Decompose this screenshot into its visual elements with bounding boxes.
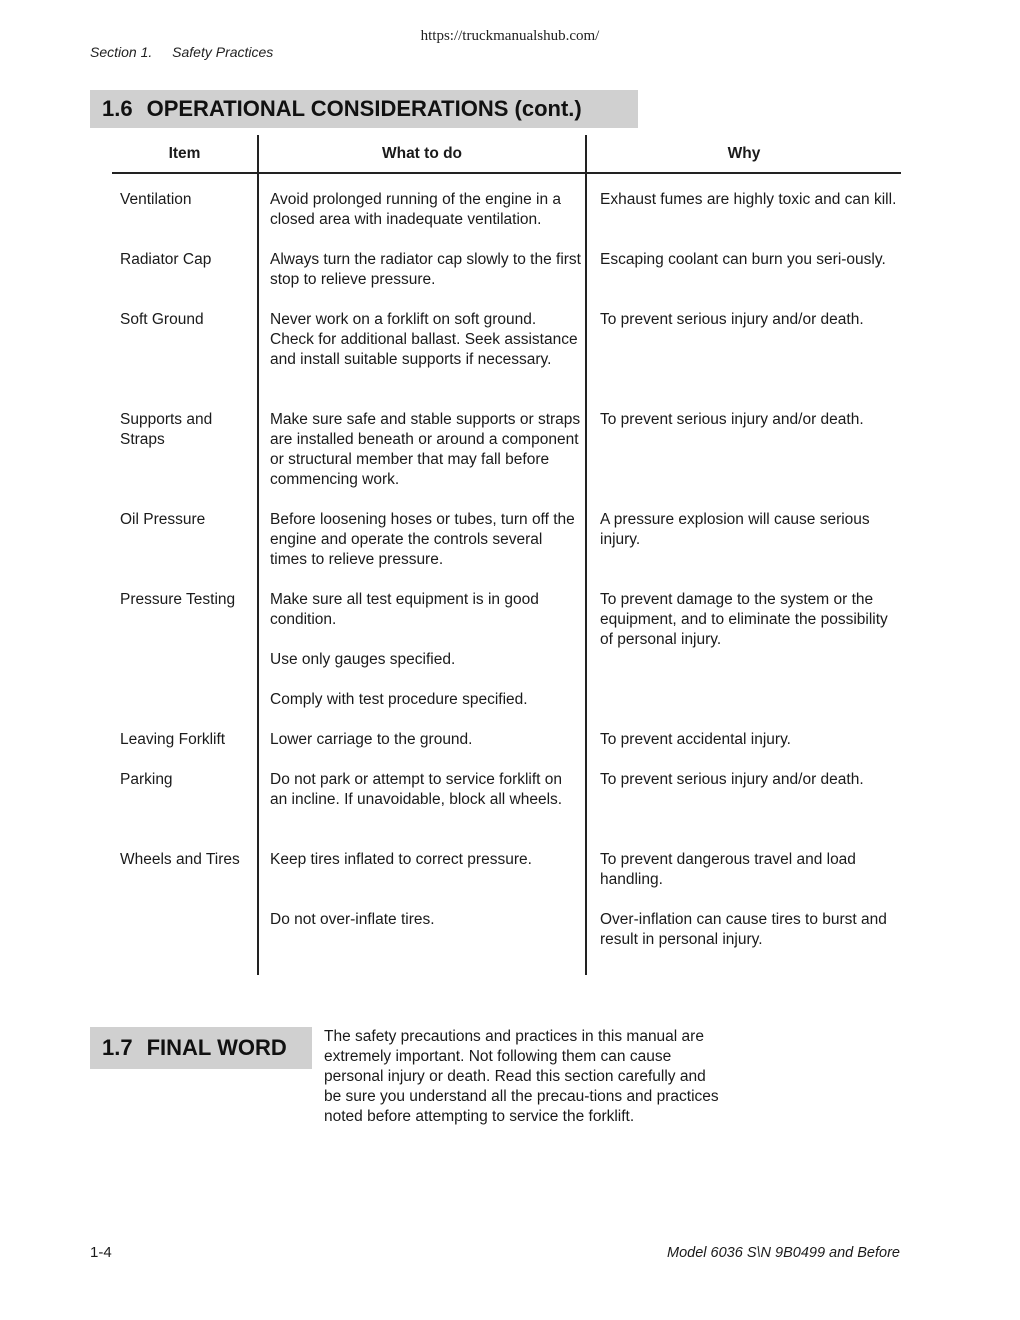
- table-cell-what: Never work on a forklift on soft ground. Check for additional ballast. Seek assistance and install suitable supports if necessary.: [270, 311, 578, 368]
- table-cell-item: Pressure Testing: [120, 591, 236, 608]
- table-cell-item: Supports and Straps: [120, 411, 213, 448]
- table-cell-what: Do not park or attempt to service forklift on an incline. If unavoidable, block all wheels.: [270, 771, 563, 808]
- table-cell-what: Comply with test procedure specified.: [270, 691, 528, 708]
- table-cell-why: To prevent serious injury and/or death.: [600, 311, 864, 328]
- table-cell-item: Oil Pressure: [120, 511, 206, 528]
- running-head: [90, 44, 273, 60]
- table-cell-what: Always turn the radiator cap slowly to the first stop to relieve pressure.: [270, 251, 581, 288]
- table-cell-why: A pressure explosion will cause serious injury.: [600, 511, 870, 548]
- column-header-why: Why: [727, 145, 761, 162]
- section-title: OPERATIONAL CONSIDERATIONS (cont.): [146, 96, 582, 121]
- table-cell-why: To prevent dangerous travel and load handling.: [600, 851, 856, 888]
- page-number: 1-4: [90, 1244, 112, 1261]
- table-cell-what: Avoid prolonged running of the engine in a closed area with inadequate ventilation.: [270, 191, 561, 228]
- table-cell-item: Leaving Forklift: [120, 731, 226, 748]
- table-cell-what: Do not over-inflate tires.: [270, 911, 435, 928]
- table-cell-why: Escaping coolant can burn you seri-ously.: [600, 251, 886, 268]
- section-number: 1.6: [102, 96, 133, 121]
- table-cell-item: Ventilation: [120, 191, 192, 208]
- running-head-section: Section 1.: [90, 44, 153, 60]
- model-footer: Model 6036 S\N 9B0499 and Before: [667, 1245, 900, 1261]
- source-url: https://truckmanualshub.com/: [420, 28, 600, 44]
- table-cell-what: Keep tires inflated to correct pressure.: [270, 851, 532, 868]
- table-cell-why: To prevent serious injury and/or death.: [600, 411, 864, 428]
- final-word-paragraph: The safety precautions and practices in this manual are extremely important. Not following them can cause personal injury or death. Read this section carefully and be sure you understand all the precau-tions and practices noted before attempting to service the forklift.: [324, 1028, 719, 1125]
- table-cell-why: To prevent serious injury and/or death.: [600, 771, 864, 788]
- section-heading-1-7: [90, 1027, 312, 1069]
- column-header-item: Item: [168, 145, 201, 162]
- table-cell-item: Radiator Cap: [120, 251, 212, 268]
- table-cell-what: Make sure safe and stable supports or straps are installed beneath or around a component or structural member that may fall before commencing work.: [270, 411, 581, 488]
- table-cell-why: Exhaust fumes are highly toxic and can kill.: [600, 191, 897, 208]
- table-cell-why: Over-inflation can cause tires to burst and result in personal injury.: [600, 911, 887, 948]
- table-cell-item: Soft Ground: [120, 311, 204, 328]
- table-cell-why: To prevent damage to the system or the equipment, and to eliminate the possibility of personal injury.: [600, 591, 888, 648]
- operational-considerations-table: [112, 135, 901, 975]
- section-number: 1.7: [102, 1035, 133, 1060]
- table-cell-what: Before loosening hoses or tubes, turn off the engine and operate the controls several times to relieve pressure.: [270, 511, 575, 568]
- table-cell-what: Lower carriage to the ground.: [270, 731, 473, 748]
- table-cell-item: Wheels and Tires: [120, 851, 240, 868]
- section-title: FINAL WORD: [146, 1035, 287, 1060]
- header-rule: [112, 172, 901, 174]
- table-cell-what: Use only gauges specified.: [270, 651, 456, 668]
- section-heading-1-6: [90, 90, 638, 128]
- table-cell-item: Parking: [120, 771, 173, 788]
- table-cell-why: To prevent accidental injury.: [600, 731, 791, 748]
- column-header-what: What to do: [381, 145, 463, 162]
- column-divider: [257, 135, 259, 975]
- table-cell-what: Make sure all test equipment is in good condition.: [270, 591, 539, 628]
- column-divider: [585, 135, 587, 975]
- running-head-title: Safety Practices: [172, 44, 274, 60]
